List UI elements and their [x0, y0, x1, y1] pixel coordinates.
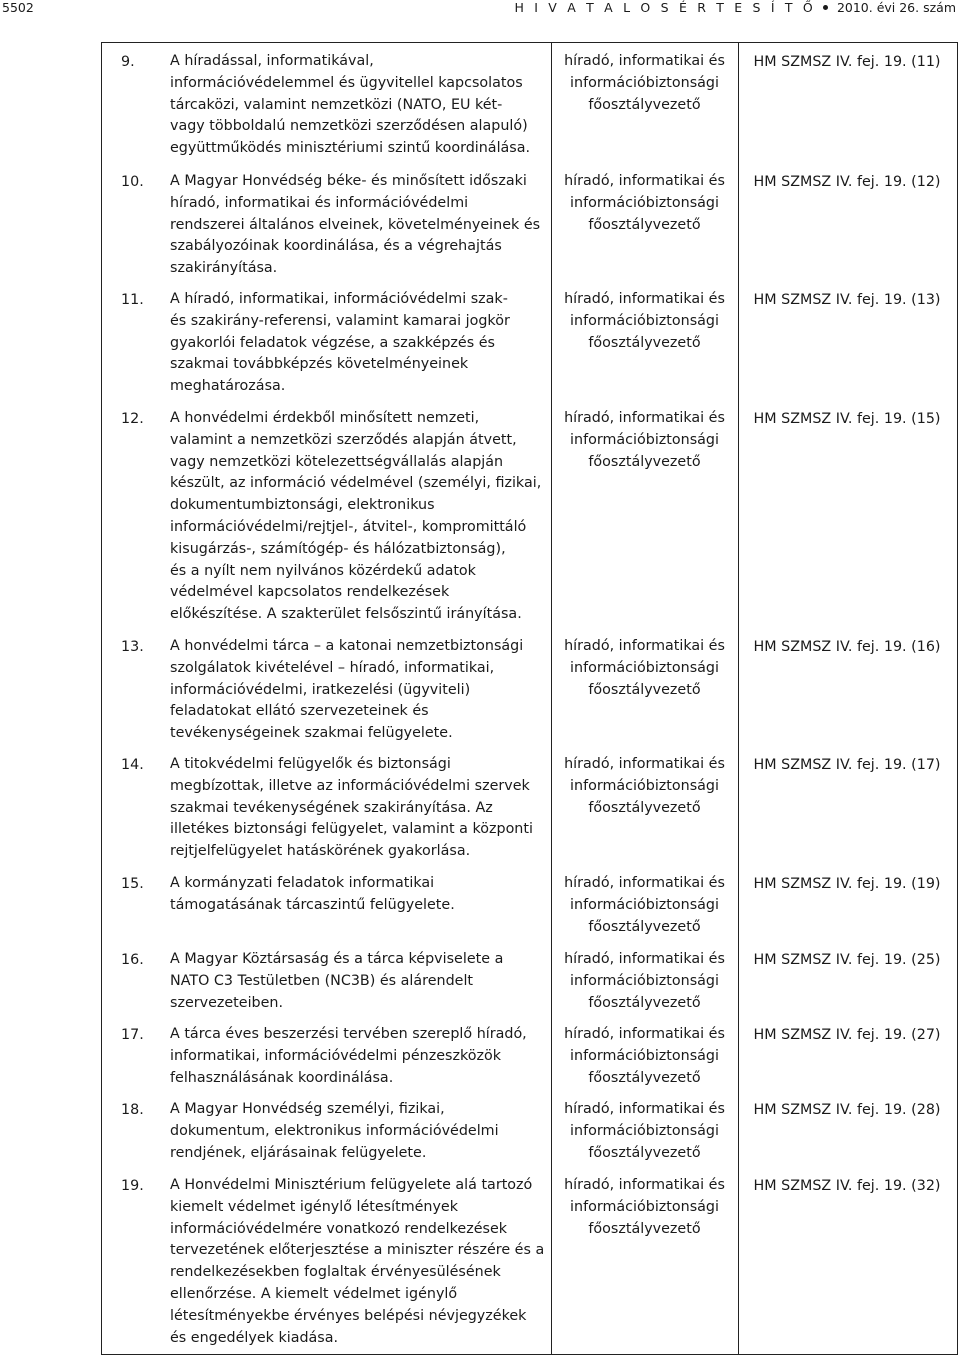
row-number: 16. [121, 952, 144, 968]
row-number: 9. [121, 54, 135, 70]
responsible-person: híradó, informatikai és információbiztonsági főosztályvezető [564, 173, 725, 233]
responsible-person: híradó, informatikai és információbiztonsági főosztályvezető [564, 1026, 725, 1086]
row-number: 17. [121, 1027, 144, 1043]
table-border-bottom [101, 1354, 958, 1355]
task-description: A Honvédelmi Minisztérium felügyelete alá tartozó kiemelt védelmet igénylő létesítmények információvédelmére vonatkozó rendelkezések tervezetének előterjesztése a miniszter részére és a rendelkezésekben foglaltak érvényesülésének ellenőrzése. A kiemelt védelmet igénylő létesítményekbe érvényes belépési névjegyzékek és engedélyek kiadása. [170, 1177, 545, 1346]
publication-title [514, 0, 956, 15]
responsible-person: híradó, informatikai és információbiztonsági főosztályvezető [564, 1101, 725, 1161]
row-number: 18. [121, 1102, 144, 1118]
row-number: 11. [121, 292, 144, 308]
regulation-reference: HM SZMSZ IV. fej. 19. (32) [753, 1178, 941, 1194]
table-column-divider [738, 42, 739, 1355]
table-border-left [101, 42, 102, 1355]
responsible-person: híradó, informatikai és információbiztonsági főosztályvezető [564, 1177, 725, 1237]
regulation-reference: HM SZMSZ IV. fej. 19. (25) [753, 952, 941, 968]
row-number: 14. [121, 757, 144, 773]
row-number: 19. [121, 1178, 144, 1194]
responsible-person: híradó, informatikai és információbiztonsági főosztályvezető [564, 53, 725, 113]
task-description: A honvédelmi tárca – a katonai nemzetbiztonsági szolgálatok kivételével – híradó, informatikai, információvédelmi, iratkezelési (ügyviteli) feladatokat ellátó szervezeteinek és tevékenységeinek szakmai felügyelete. [170, 638, 524, 742]
responsible-person: híradó, informatikai és információbiztonsági főosztályvezető [564, 638, 725, 698]
task-description: A tárca éves beszerzési tervében szereplő híradó, informatikai, információvédelmi pénzeszközök felhasználásának koordinálása. [170, 1026, 527, 1086]
task-description: A Magyar Honvédség béke- és minősített időszaki híradó, informatikai és információvédelmi rendszerei általános elveinek, követelményeinek és szabályozóinak koordinálása, és a végrehajtás szakirányítása. [170, 173, 541, 277]
responsible-person: híradó, informatikai és információbiztonsági főosztályvezető [564, 291, 725, 351]
task-description: A honvédelmi érdekből minősített nemzeti, valamint a nemzetközi szerződés alapján átvett, vagy nemzetközi kötelezettségvállalás alapján készült, az információ védelmével (személyi, fizikai, dokumentumbiztonsági, elektronikus információvédelmi/rejtjel-, átvitel-, kompromittáló kisugárzás-, számítógép- és hálózatbiztonság), és a nyílt nem nyilvános közérdekű adatok védelmével kapcsolatos rendelkezések előkészítése. A szakterület felsőszintű irányítása. [170, 410, 542, 623]
table-border-top [101, 42, 958, 43]
regulation-reference: HM SZMSZ IV. fej. 19. (17) [753, 757, 941, 773]
regulation-reference: HM SZMSZ IV. fej. 19. (12) [753, 174, 941, 190]
task-description: A híradással, informatikával, információvédelemmel és ügyvitellel kapcsolatos tárcaközi, valamint nemzetközi (NATO, EU két- vagy többoldalú nemzetközi szerződésen alapuló) együttműködés minisztériumi szintű koordinálása. [170, 53, 531, 157]
task-description: A híradó, informatikai, információvédelmi szak- és szakirány-referensi, valamint kamarai jogkör gyakorlói feladatok végzése, a szakképzés és szakmai továbbképzés követelményeinek meghatározása. [170, 291, 510, 395]
task-description: A titokvédelmi felügyelők és biztonsági megbízottak, illetve az információvédelmi szervek szakmai tevékenységének szakirányítása. Az illetékes biztonsági felügyelet, valamint a központi rejtjelfelügyelet hatáskörének gyakorlása. [170, 756, 533, 860]
responsible-person: híradó, informatikai és információbiztonsági főosztályvezető [564, 951, 725, 1011]
regulation-reference: HM SZMSZ IV. fej. 19. (19) [753, 876, 941, 892]
row-number: 10. [121, 174, 144, 190]
regulation-reference: HM SZMSZ IV. fej. 19. (28) [753, 1102, 941, 1118]
regulation-reference: HM SZMSZ IV. fej. 19. (27) [753, 1027, 941, 1043]
row-number: 12. [121, 411, 144, 427]
bullet-separator-icon [823, 5, 828, 10]
task-description: A Magyar Honvédség személyi, fizikai, dokumentum, elektronikus információvédelmi rendjének, eljárásainak felügyelete. [170, 1101, 499, 1161]
responsible-person: híradó, informatikai és információbiztonsági főosztályvezető [564, 756, 725, 816]
responsible-person: híradó, informatikai és információbiztonsági főosztályvezető [564, 875, 725, 935]
regulation-reference: HM SZMSZ IV. fej. 19. (15) [753, 411, 941, 427]
row-number: 13. [121, 639, 144, 655]
page-number: 5502 [2, 0, 34, 15]
regulation-reference: HM SZMSZ IV. fej. 19. (13) [753, 292, 941, 308]
publication-name: H I V A T A L O S É R T E S Í T Ő [514, 0, 816, 15]
regulation-reference: HM SZMSZ IV. fej. 19. (16) [753, 639, 941, 655]
regulation-reference: HM SZMSZ IV. fej. 19. (11) [753, 54, 941, 70]
task-description: A Magyar Köztársaság és a tárca képviselete a NATO C3 Testületben (NC3B) és alárendelt szervezeteiben. [170, 951, 504, 1011]
running-header [0, 0, 960, 22]
issue-number: 2010. évi 26. szám [836, 0, 956, 15]
responsible-person: híradó, informatikai és információbiztonsági főosztályvezető [564, 410, 725, 470]
task-description: A kormányzati feladatok informatikai támogatásának tárcaszintű felügyelete. [170, 875, 455, 913]
row-number: 15. [121, 876, 144, 892]
table-border-right [957, 42, 958, 1355]
